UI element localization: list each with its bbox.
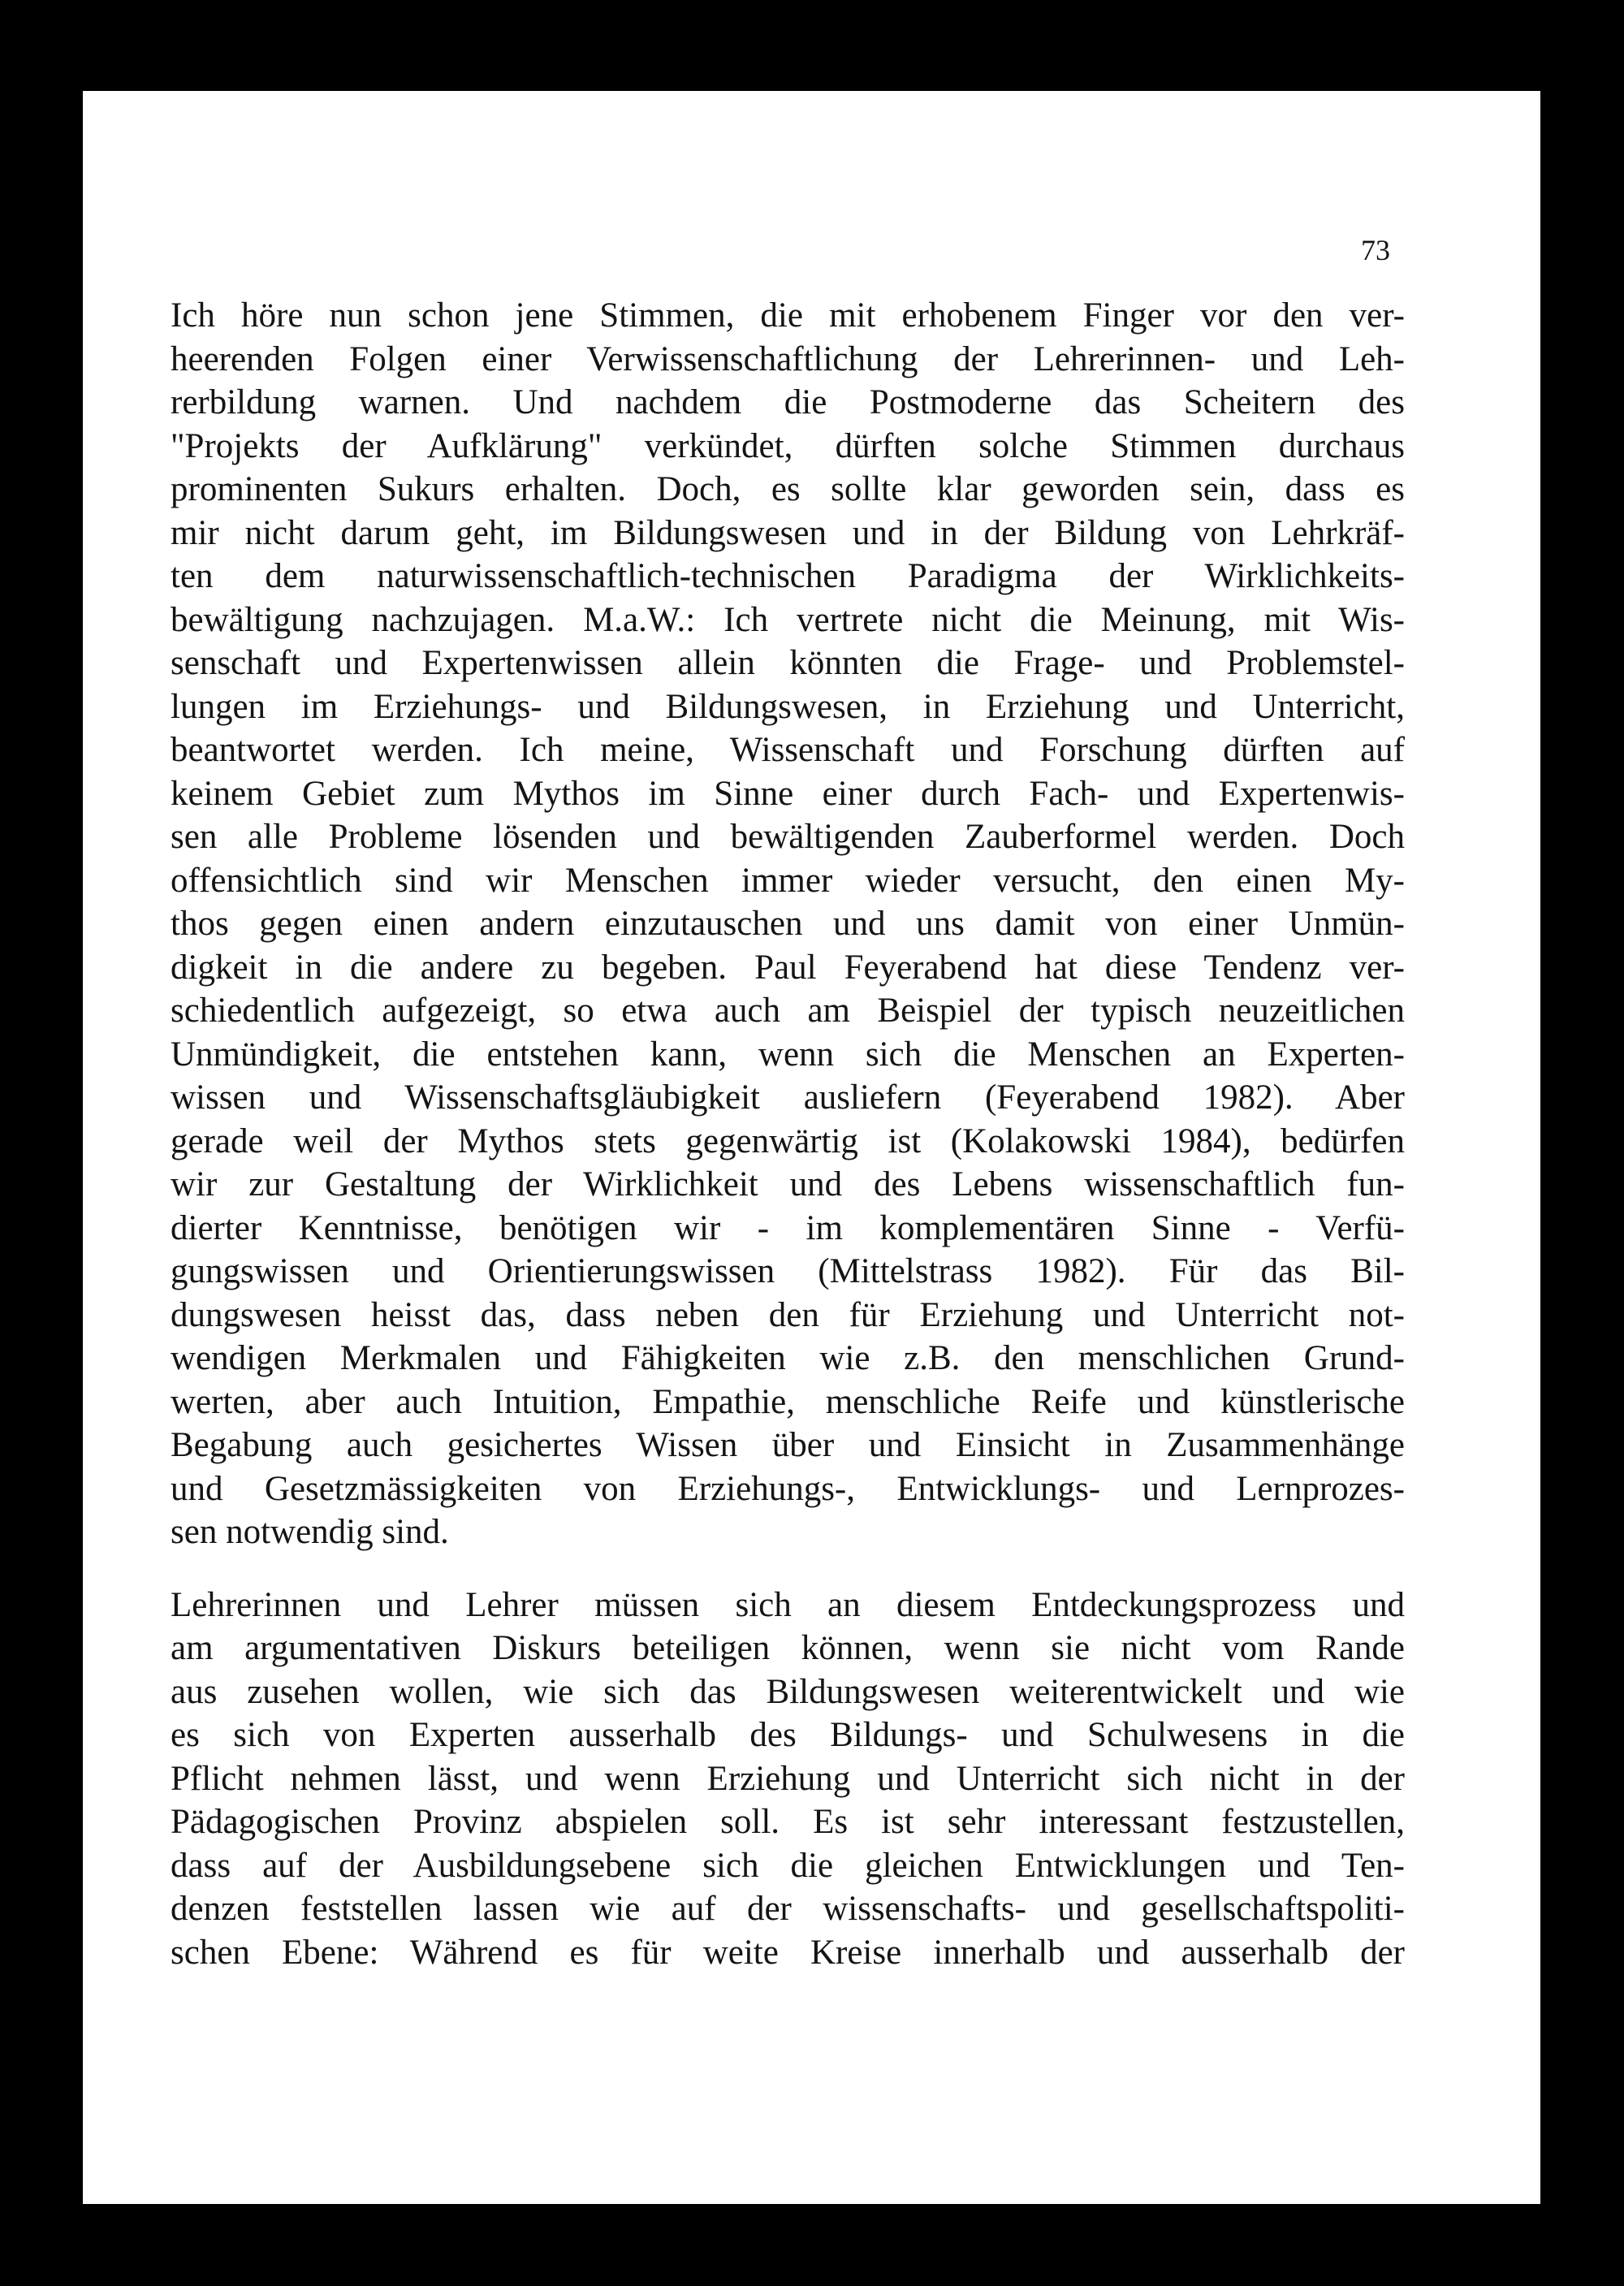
body-text	[171, 294, 1405, 1974]
text-line: heerenden Folgen einer Verwissenschaftlichung der Lehrerinnen- und Leh-	[171, 339, 1405, 378]
text-line: sen notwendig sind.	[171, 1513, 449, 1551]
text-line: Lehrerinnen und Lehrer müssen sich an diesem Entdeckungsprozess und	[171, 1585, 1405, 1624]
document-page	[83, 91, 1540, 2204]
text-line: prominenten Sukurs erhalten. Doch, es sollte klar geworden sein, dass es	[171, 470, 1405, 508]
text-line: Ich höre nun schon jene Stimmen, die mit erhobenem Finger vor den ver-	[171, 296, 1405, 335]
text-line: beantwortet werden. Ich meine, Wissenschaft und Forschung dürften auf	[171, 731, 1405, 769]
text-line: dass auf der Ausbildungsebene sich die gleichen Entwicklungen und Ten-	[171, 1846, 1405, 1885]
page-number: 73	[1361, 234, 1390, 266]
text-line: digkeit in die andere zu begeben. Paul Feyerabend hat diese Tendenz ver-	[171, 948, 1405, 987]
text-line: mir nicht darum geht, im Bildungswesen und in der Bildung von Lehrkräf-	[171, 513, 1405, 552]
text-line: gungswissen und Orientierungswissen (Mittelstrass 1982). Für das Bil-	[171, 1252, 1405, 1290]
text-line: Unmündigkeit, die entstehen kann, wenn sich die Menschen an Experten-	[171, 1035, 1405, 1074]
text-line: aus zusehen wollen, wie sich das Bildungswesen weiterentwickelt und wie	[171, 1672, 1405, 1711]
text-line: ten dem naturwissenschaftlich-technischen Paradigma der Wirklichkeits-	[171, 557, 1405, 595]
text-line: dungswesen heisst das, dass neben den für Erziehung und Unterricht not-	[171, 1295, 1405, 1334]
text-line: wendigen Merkmalen und Fähigkeiten wie z.B. den menschlichen Grund-	[171, 1339, 1405, 1377]
text-line: lungen im Erziehungs- und Bildungswesen, in Erziehung und Unterricht,	[171, 687, 1405, 726]
text-line: denzen feststellen lassen wie auf der wissenschafts- und gesellschaftspoliti-	[171, 1890, 1405, 1928]
text-line: wissen und Wissenschaftsgläubigkeit ausliefern (Feyerabend 1982). Aber	[171, 1078, 1405, 1117]
paragraph-2	[171, 1584, 1405, 1975]
paragraph-1	[171, 294, 1405, 1554]
text-line: bewältigung nachzujagen. M.a.W.: Ich vertrete nicht die Meinung, mit Wis-	[171, 600, 1405, 639]
text-line: wir zur Gestaltung der Wirklichkeit und des Lebens wissenschaftlich fun-	[171, 1165, 1405, 1203]
text-line: thos gegen einen andern einzutauschen und uns damit von einer Unmün-	[171, 905, 1405, 943]
text-line: dierter Kenntnisse, benötigen wir - im komplementären Sinne - Verfü-	[171, 1208, 1405, 1247]
text-line: Begabung auch gesichertes Wissen über und Einsicht in Zusammenhänge	[171, 1426, 1405, 1464]
text-line: Pflicht nehmen lässt, und wenn Erziehung und Unterricht sich nicht in der	[171, 1759, 1405, 1798]
text-line: rerbildung warnen. Und nachdem die Postmoderne das Scheitern des	[171, 383, 1405, 421]
text-line: keinem Gebiet zum Mythos im Sinne einer durch Fach- und Expertenwis-	[171, 774, 1405, 813]
text-line: Pädagogischen Provinz abspielen soll. Es ist sehr interessant festzustellen,	[171, 1803, 1405, 1841]
text-line: sen alle Probleme lösenden und bewältigenden Zauberformel werden. Doch	[171, 818, 1405, 856]
text-line: offensichtlich sind wir Menschen immer wieder versucht, den einen My-	[171, 861, 1405, 900]
text-line: und Gesetzmässigkeiten von Erziehungs-, Entwicklungs- und Lernprozes-	[171, 1469, 1405, 1508]
text-line: es sich von Experten ausserhalb des Bildungs- und Schulwesens in die	[171, 1716, 1405, 1754]
text-line: schen Ebene: Während es für weite Kreise innerhalb und ausserhalb der	[171, 1933, 1405, 1972]
text-line: senschaft und Expertenwissen allein könnten die Frage- und Problemstel-	[171, 644, 1405, 682]
text-line: am argumentativen Diskurs beteiligen können, wenn sie nicht vom Rande	[171, 1629, 1405, 1667]
text-line: gerade weil der Mythos stets gegenwärtig ist (Kolakowski 1984), bedürfen	[171, 1121, 1405, 1160]
text-line: schiedentlich aufgezeigt, so etwa auch am Beispiel der typisch neuzeitlichen	[171, 992, 1405, 1030]
text-line: werten, aber auch Intuition, Empathie, menschliche Reife und künstlerische	[171, 1382, 1405, 1421]
text-line: "Projekts der Aufklärung" verkündet, dürften solche Stimmen durchaus	[171, 426, 1405, 465]
